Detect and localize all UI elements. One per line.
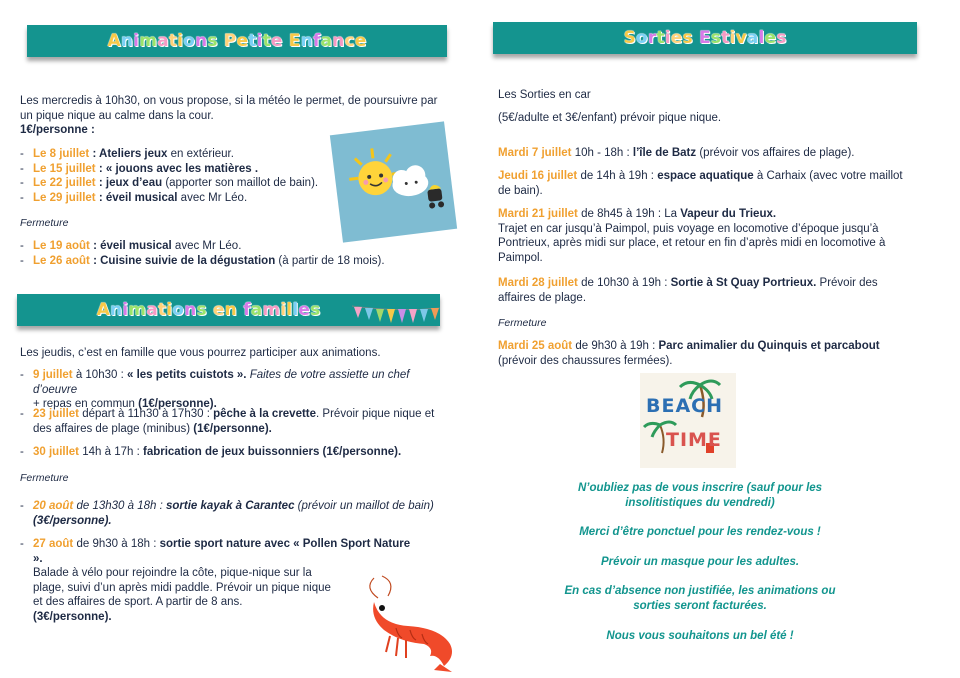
beach-word: BEACH (646, 395, 724, 417)
fermeture-label: Fermeture (20, 217, 69, 229)
note-ponctuel: Merci d’être ponctuel pour les rendez-vous ! (579, 526, 821, 538)
list-item: - 9 juillet à 10h30 : « les petits cuistots ». Faites de votre assiette un chef d’oeuvre + repas en commun (1€/personne). (20, 368, 445, 412)
sun-cloud-illustration (330, 121, 457, 242)
list-item: - Le 19 août : éveil musical avec Mr Léo. (20, 239, 440, 254)
sun-cloud-icon (330, 121, 457, 242)
list-item: - 20 août de 13h30 à 18h : sortie kayak à Carantec (prévoir un maillot de bain) (3€/personne). (20, 499, 445, 528)
banner-petite-enfance (27, 25, 447, 57)
list-item: - 27 août de 9h30 à 18h : sortie sport nature avec « Pollen Sport Nature ». Balade à vélo pour rejoindre la côte, pique-nique sur la plage, suivi d’un après midi paddle. Prévoir un pique nique et des affaires de sport. A partir de 8 ans.(3€/personne). (20, 537, 420, 624)
sorties-intro: Les Sorties en car (498, 89, 591, 101)
petite-price: 1€/personne : (20, 124, 95, 136)
list-item: - Le 29 juillet : éveil musical avec Mr Léo. (20, 191, 330, 206)
familles-list-4 (20, 499, 445, 528)
list-item: - Le 15 juillet : « jouons avec les matières . (20, 162, 330, 177)
fermeture-label-3: Fermeture (498, 317, 547, 329)
familles-list-3 (20, 445, 445, 460)
petite-list-2 (20, 239, 440, 268)
familles-list (20, 368, 445, 412)
note-masque: Prévoir un masque pour les adultes. (600, 556, 800, 568)
sortie-3: Mardi 21 juillet de 8h45 à 19h : La Vapeur du Trieux. Trajet en car jusqu’à Paimpol, puis voyage en locomotive d’époque jusqu’à Pontrieux, après midi sur place, et retour en fin d’après midi en locomotive à Paimpol. (498, 208, 886, 264)
familles-intro: Les jeudis, c’est en famille que vous pourrez participer aux animations. (20, 347, 381, 359)
palm-tree-icon (640, 373, 736, 468)
title-sorties: Sorties Estivales (623, 28, 787, 48)
bunting-flags-icon (352, 304, 440, 330)
list-item: - 23 juillet départ à 11h30 à 17h30 : pêche à la crevette. Prévoir pique nique et des affaires de plage (minibus) (1€/personne). (20, 407, 445, 436)
time-word: TIME (666, 429, 722, 451)
list-item: - Le 22 juillet : jeux d’eau (apporter son maillot de bain). (20, 176, 330, 191)
shrimp-icon (360, 574, 466, 674)
sortie-4: Mardi 28 juillet de 10h30 à 19h : Sortie à St Quay Portrieux. Prévoir des affaires de plage. (498, 277, 878, 304)
banner-sorties (493, 22, 917, 54)
familles-list-2 (20, 407, 445, 436)
title-familles: Animations en familles (96, 300, 321, 320)
petite-intro-text: Les mercredis à 10h30, on vous propose, si la météo le permet, de poursuivre par un pique nique au calme dans la cour. (20, 95, 438, 122)
sortie-1: Mardi 7 juillet 10h - 18h : l’île de Batz (prévoir vos affaires de plage). (498, 147, 855, 159)
note-absence: En cas d’absence non justifiée, les animations ou sorties seront facturées. (564, 585, 836, 612)
list-item: - 30 juillet 14h à 17h : fabrication de jeux buissonniers (1€/personne). (20, 445, 445, 460)
list-item: - Le 8 juillet : Ateliers jeux en extérieur. (20, 147, 330, 162)
note-inscription: N’oubliez pas de vous inscrire (sauf pour les insolitistiques du vendredi) (577, 482, 823, 509)
list-item: - Le 26 août : Cuisine suivie de la dégustation (à partir de 18 mois). (20, 254, 440, 269)
sortie-2: Jeudi 16 juillet de 14h à 19h : espace aquatique à Carhaix (avec votre maillot de bain). (498, 170, 903, 197)
sortie-5: Mardi 25 août de 9h30 à 19h : Parc animalier du Quinquis et parcabout (prévoir des chaussures fermées). (498, 340, 880, 367)
petite-list (20, 147, 330, 205)
note-souhaits: Nous vous souhaitons un bel été ! (606, 630, 794, 642)
fermeture-label-2: Fermeture (20, 472, 69, 484)
sorties-prices: (5€/adulte et 3€/enfant) prévoir pique nique. (498, 112, 722, 124)
title-petite-enfance: Animations Petite Enfance (107, 31, 367, 51)
beach-time-illustration (640, 373, 736, 468)
